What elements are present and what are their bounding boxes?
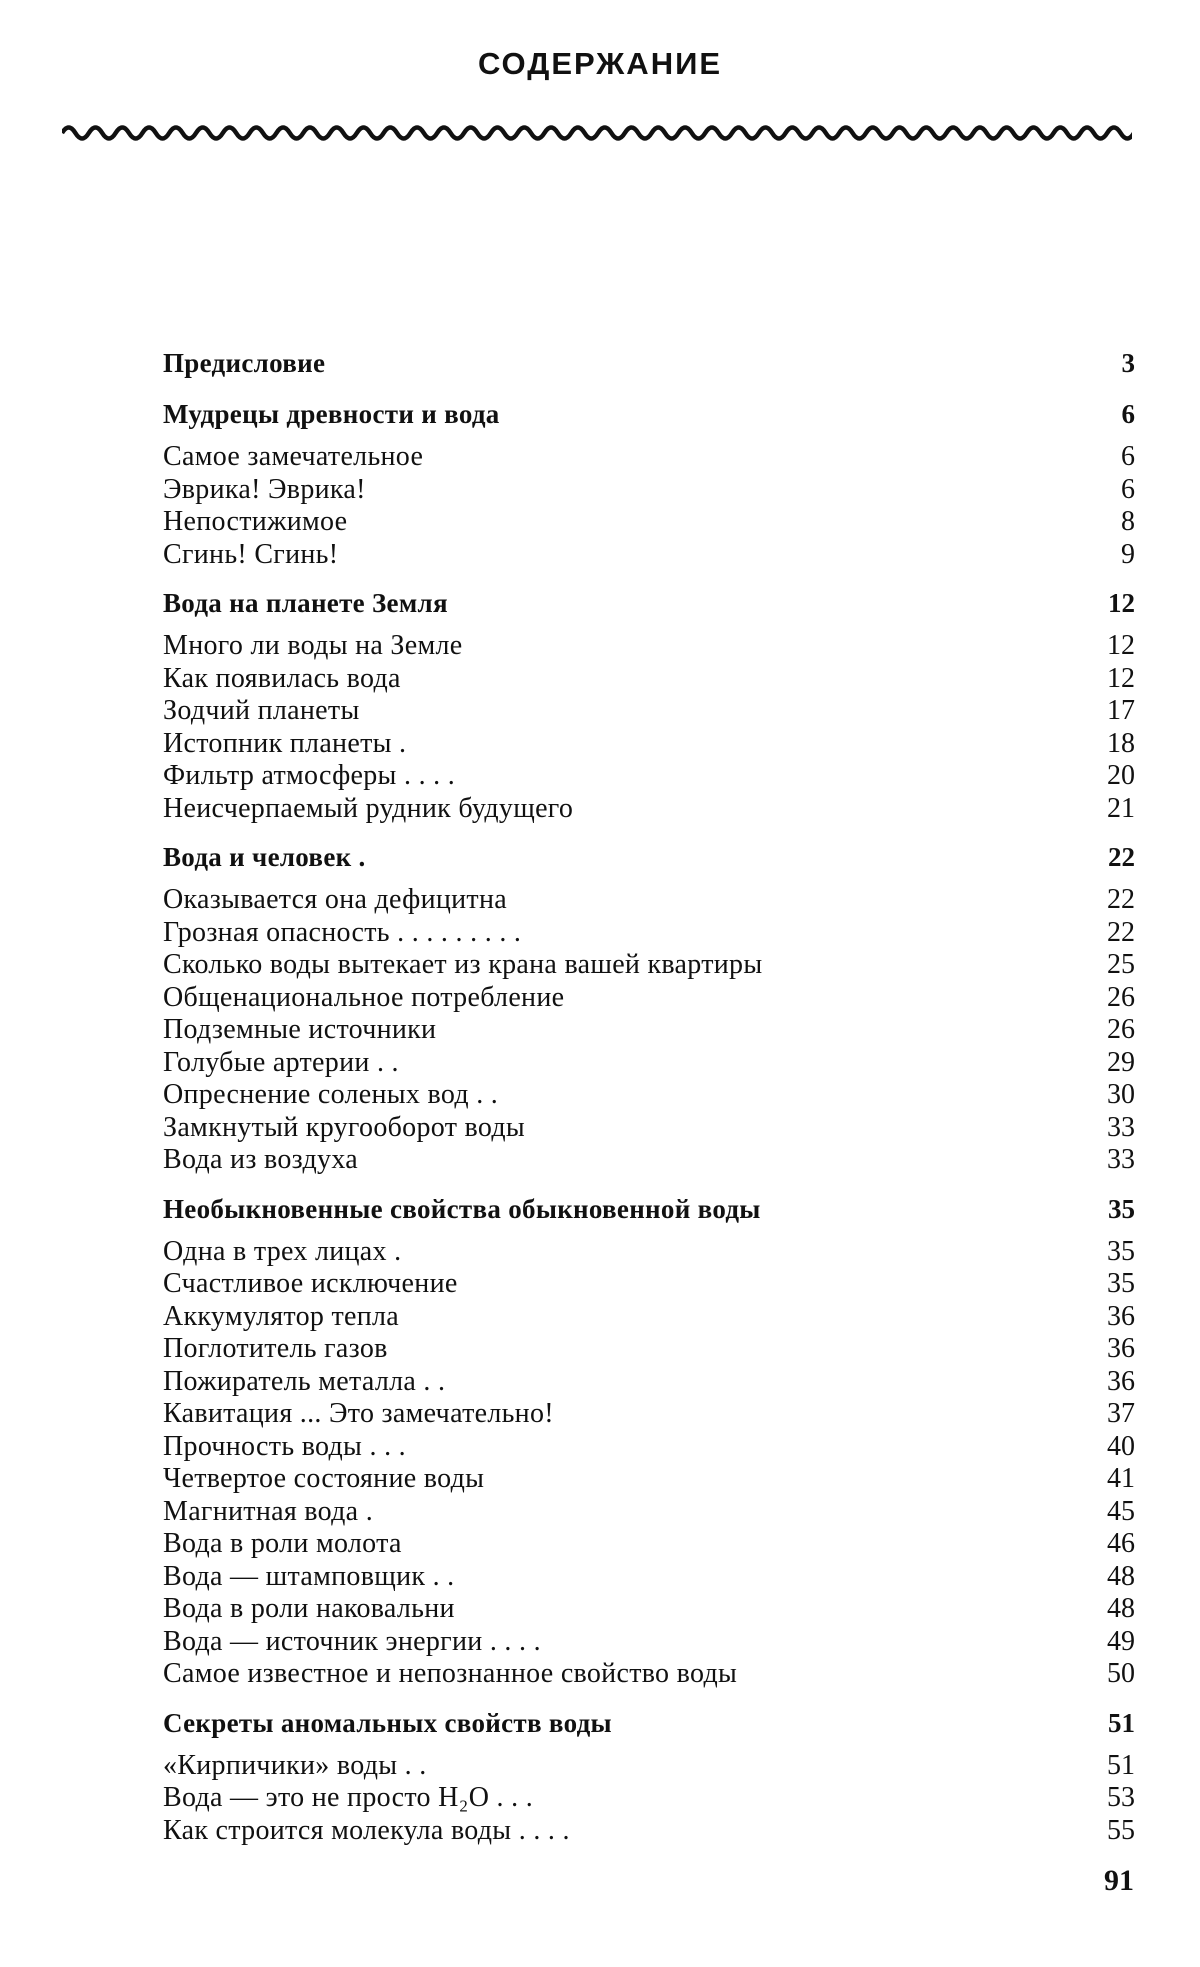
toc-section bbox=[163, 839, 1135, 1177]
toc-entry-page: 9 bbox=[1121, 538, 1135, 570]
toc-entry-page: 29 bbox=[1107, 1046, 1135, 1078]
toc-entry-page: 22 bbox=[1107, 916, 1135, 948]
toc-entry-page: 25 bbox=[1107, 949, 1135, 980]
toc-heading-page: 6 bbox=[1121, 399, 1135, 429]
toc-entry bbox=[163, 1014, 1135, 1047]
toc-entry-title: Вода — штамповщик . . bbox=[163, 1560, 455, 1592]
toc-entry-title: Как строится молекула воды . . . . bbox=[163, 1814, 570, 1846]
toc-entry-title: Фильтр атмосферы . . . . bbox=[163, 760, 456, 791]
page-number: 91 bbox=[1104, 1864, 1134, 1897]
toc-section-heading bbox=[163, 345, 1135, 382]
toc-entry-title: Сколько воды вытекает из крана вашей квартиры bbox=[163, 949, 763, 980]
toc-entry-title: Поглотитель газов bbox=[163, 1333, 388, 1364]
table-of-contents bbox=[163, 345, 1135, 1847]
toc-entry-page: 41 bbox=[1107, 1463, 1135, 1494]
toc-entry bbox=[163, 474, 1135, 507]
toc-section bbox=[163, 345, 1135, 382]
toc-entry bbox=[163, 1301, 1135, 1334]
toc-entry-title: Вода — это не просто H₂O . . . bbox=[163, 1782, 534, 1813]
toc-entry-title: Эврика! Эврика! bbox=[163, 473, 366, 505]
toc-entry-page: 18 bbox=[1107, 727, 1135, 759]
toc-entry bbox=[163, 884, 1135, 917]
toc-section bbox=[163, 396, 1135, 571]
toc-section-heading bbox=[163, 585, 1135, 622]
toc-entry bbox=[163, 1079, 1135, 1112]
toc-entry-title: Вода — источник энергии . . . . bbox=[163, 1625, 541, 1657]
toc-entry-page: 50 bbox=[1107, 1658, 1135, 1689]
toc-entry bbox=[163, 1496, 1135, 1529]
toc-entry bbox=[163, 1366, 1135, 1399]
toc-entry-page: 8 bbox=[1121, 506, 1135, 537]
toc-entry-page: 26 bbox=[1107, 981, 1135, 1013]
toc-entry-page: 6 bbox=[1121, 441, 1135, 472]
toc-entry bbox=[163, 1333, 1135, 1366]
toc-entry bbox=[163, 1626, 1135, 1659]
toc-entry bbox=[163, 1750, 1135, 1783]
wavy-divider bbox=[62, 122, 1132, 144]
toc-heading-page: 3 bbox=[1121, 348, 1135, 378]
toc-entry-page: 51 bbox=[1107, 1749, 1135, 1781]
page-title: СОДЕРЖАНИЕ bbox=[477, 46, 723, 81]
toc-heading-page: 51 bbox=[1108, 1707, 1135, 1738]
toc-entry-page: 45 bbox=[1107, 1495, 1135, 1527]
toc-entry bbox=[163, 949, 1135, 982]
toc-entry bbox=[163, 1815, 1135, 1848]
toc-entry-title: «Кирпичики» воды . . bbox=[163, 1749, 427, 1781]
toc-entry-title: Вода в роли наковальни bbox=[163, 1593, 455, 1624]
toc-entry-title: Прочность воды . . . bbox=[163, 1430, 406, 1462]
toc-entry bbox=[163, 917, 1135, 950]
toc-entry-title: Как появилась вода bbox=[163, 662, 401, 694]
toc-entry bbox=[163, 1782, 1135, 1815]
toc-entry-page: 37 bbox=[1107, 1398, 1135, 1429]
toc-entry-title: Много ли воды на Земле bbox=[163, 630, 463, 661]
toc-entry-page: 20 bbox=[1107, 760, 1135, 791]
toc-entry-title: Вода из воздуха bbox=[163, 1144, 358, 1175]
toc-entry-title: Пожиратель металла . . bbox=[163, 1365, 446, 1397]
toc-entry-title: Голубые артерии . . bbox=[163, 1046, 399, 1078]
toc-heading-page: 12 bbox=[1108, 588, 1135, 618]
toc-entry bbox=[163, 793, 1135, 826]
toc-entry-page: 48 bbox=[1107, 1560, 1135, 1592]
toc-heading-title: Предисловие bbox=[163, 348, 326, 378]
toc-entry-page: 33 bbox=[1107, 1111, 1135, 1143]
toc-entry-title: Грозная опасность . . . . . . . . . bbox=[163, 916, 522, 948]
toc-heading-title: Вода и человек . bbox=[163, 842, 366, 872]
toc-entry bbox=[163, 1112, 1135, 1145]
toc-entry bbox=[163, 728, 1135, 761]
toc-entry-title: Сгинь! Сгинь! bbox=[163, 538, 339, 570]
toc-entry-page: 46 bbox=[1107, 1528, 1135, 1559]
toc-entry bbox=[163, 1528, 1135, 1561]
toc-entry-title: Самое известное и непознанное свойство воды bbox=[163, 1658, 738, 1689]
toc-entry bbox=[163, 1398, 1135, 1431]
toc-entry-page: 12 bbox=[1107, 630, 1135, 661]
toc-heading-page: 35 bbox=[1108, 1193, 1135, 1224]
toc-section bbox=[163, 585, 1135, 825]
toc-entry bbox=[163, 1144, 1135, 1177]
toc-entry-page: 21 bbox=[1107, 792, 1135, 824]
toc-entry-page: 36 bbox=[1107, 1300, 1135, 1332]
toc-entry bbox=[163, 441, 1135, 474]
toc-entry-page: 53 bbox=[1107, 1782, 1135, 1813]
toc-entry-title: Оказывается она дефицитна bbox=[163, 884, 507, 915]
toc-section bbox=[163, 1191, 1135, 1691]
toc-entry-title: Общенациональное потребление bbox=[163, 981, 565, 1013]
toc-heading-title: Вода на планете Земля bbox=[163, 588, 448, 618]
toc-entry-title: Счастливое исключение bbox=[163, 1268, 458, 1299]
toc-entry bbox=[163, 1268, 1135, 1301]
toc-entry-page: 22 bbox=[1107, 884, 1135, 915]
toc-section-heading bbox=[163, 839, 1135, 876]
toc-entry bbox=[163, 1047, 1135, 1080]
toc-entry-title: Непостижимое bbox=[163, 506, 348, 537]
toc-entry bbox=[163, 663, 1135, 696]
toc-heading-title: Необыкновенные свойства обыкновенной воды bbox=[163, 1193, 761, 1224]
toc-entry-title: Самое замечательное bbox=[163, 441, 424, 472]
toc-entry-page: 35 bbox=[1107, 1268, 1135, 1299]
toc-entry-page: 12 bbox=[1107, 662, 1135, 694]
toc-entry-title: Кавитация ... Это замечательно! bbox=[163, 1398, 554, 1429]
toc-entry bbox=[163, 1236, 1135, 1269]
toc-heading-title: Секреты аномальных свойств воды bbox=[163, 1707, 612, 1738]
toc-entry-title: Зодчий планеты bbox=[163, 695, 360, 726]
toc-entry-page: 48 bbox=[1107, 1593, 1135, 1624]
toc-entry bbox=[163, 760, 1135, 793]
toc-section-heading bbox=[163, 1191, 1135, 1228]
toc-entry-page: 30 bbox=[1107, 1079, 1135, 1110]
toc-entry-title: Вода в роли молота bbox=[163, 1528, 402, 1559]
toc-entry bbox=[163, 539, 1135, 572]
toc-entry bbox=[163, 1561, 1135, 1594]
toc-entry bbox=[163, 1431, 1135, 1464]
toc-entry bbox=[163, 1593, 1135, 1626]
toc-entry-title: Замкнутый кругооборот воды bbox=[163, 1111, 526, 1143]
toc-entry-page: 6 bbox=[1121, 473, 1135, 505]
toc-entry-title: Магнитная вода . bbox=[163, 1495, 374, 1527]
toc-entry-title: Четвертое состояние воды bbox=[163, 1463, 485, 1494]
toc-entry bbox=[163, 1463, 1135, 1496]
toc-heading-title: Мудрецы древности и вода bbox=[163, 399, 500, 429]
toc-entry-page: 17 bbox=[1107, 695, 1135, 726]
toc-entry bbox=[163, 982, 1135, 1015]
toc-heading-page: 22 bbox=[1108, 842, 1135, 872]
toc-entry-title: Подземные источники bbox=[163, 1014, 437, 1045]
toc-entry-title: Истопник планеты . bbox=[163, 727, 407, 759]
toc-entry-title: Одна в трех лицах . bbox=[163, 1235, 402, 1267]
toc-entry bbox=[163, 695, 1135, 728]
toc-entry-title: Аккумулятор тепла bbox=[163, 1300, 400, 1332]
toc-entry bbox=[163, 506, 1135, 539]
toc-entry-page: 49 bbox=[1107, 1625, 1135, 1657]
toc-entry-page: 33 bbox=[1107, 1144, 1135, 1175]
toc-entry-page: 55 bbox=[1107, 1814, 1135, 1846]
toc-entry-page: 36 bbox=[1107, 1365, 1135, 1397]
toc-section-heading bbox=[163, 396, 1135, 433]
toc-entry-page: 26 bbox=[1107, 1014, 1135, 1045]
toc-entry-page: 35 bbox=[1107, 1235, 1135, 1267]
toc-section-heading bbox=[163, 1705, 1135, 1742]
toc-entry bbox=[163, 630, 1135, 663]
toc-section bbox=[163, 1705, 1135, 1848]
toc-entry-page: 40 bbox=[1107, 1430, 1135, 1462]
toc-entry-title: Опреснение соленых вод . . bbox=[163, 1079, 499, 1110]
toc-entry-page: 36 bbox=[1107, 1333, 1135, 1364]
toc-entry bbox=[163, 1658, 1135, 1691]
toc-entry-title: Неисчерпаемый рудник будущего bbox=[163, 792, 574, 824]
